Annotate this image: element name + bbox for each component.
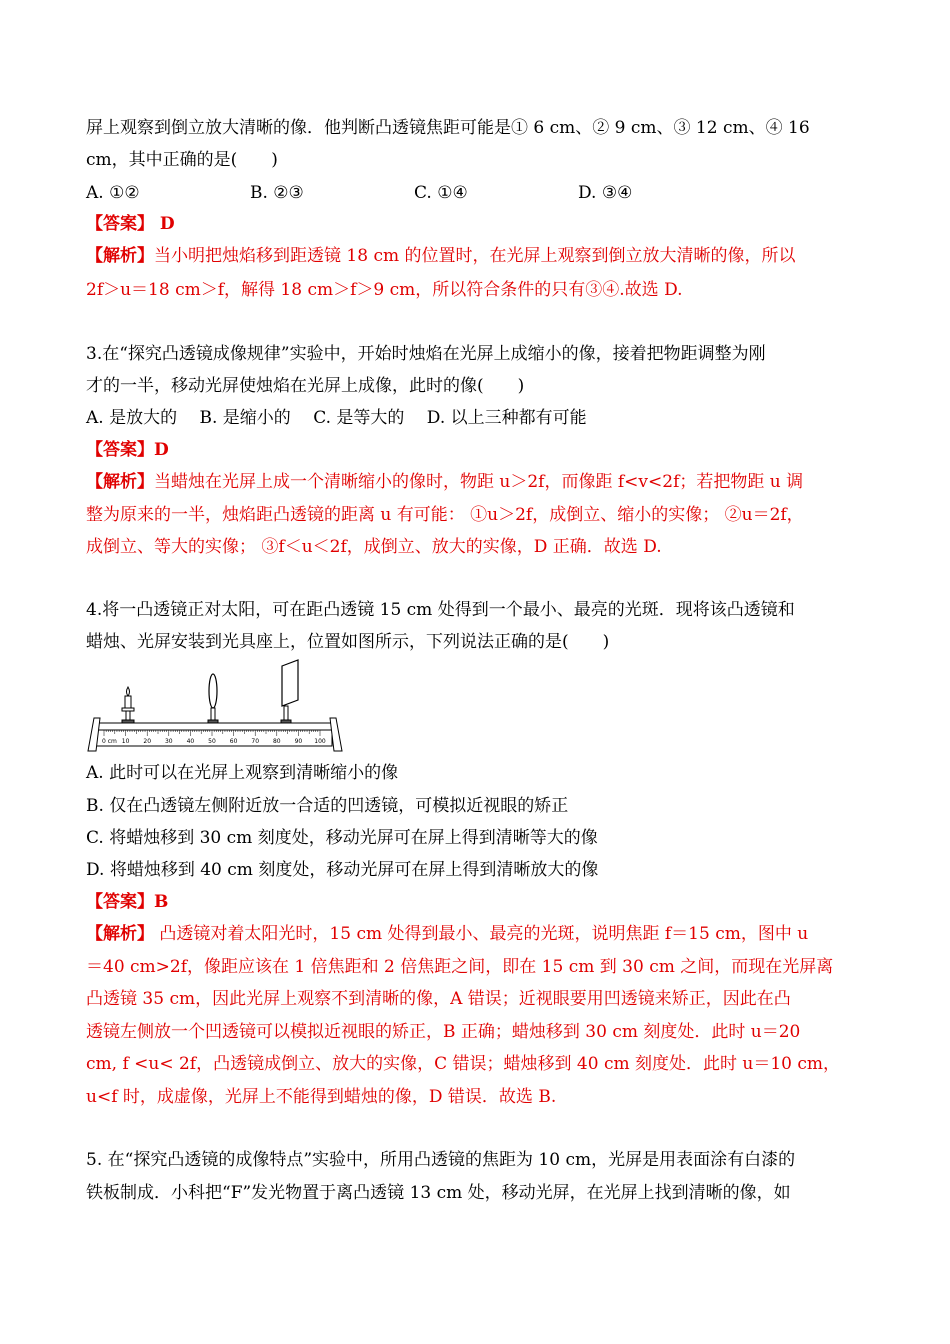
- ruler-label: 80: [272, 738, 281, 745]
- answer-tag: 【答案】: [86, 892, 154, 912]
- q2-option-d: D. ③④: [578, 183, 633, 203]
- ruler-label: 70: [251, 738, 260, 745]
- analysis-text: 凸透镜对着太阳光时，15 cm 处得到最小、最亮的光斑，说明焦距 f＝15 cm，图中 u: [154, 924, 809, 944]
- analysis-text: 当蜡烛在光屏上成一个清晰缩小的像时，物距 u＞2f，而像距 f<v<2f；若把物距 u 调: [154, 472, 804, 492]
- ruler-label: 50: [208, 738, 216, 745]
- q4-analysis-line-4: 透镜左侧放一个凹透镜可以模拟近视眼的矫正，B 正确；蜡烛移到 30 cm 刻度处．此时 u＝20: [86, 1022, 801, 1042]
- q3-analysis-line-2: 整为原来的一半，烛焰距凸透镜的距离 u 有可能： ①u＞2f，成倒立、缩小的实像； ②u＝2f，: [86, 505, 804, 525]
- q4-answer: [86, 890, 168, 914]
- q5-stem-line-1: 5. 在“探究凸透镜的成像特点”实验中，所用凸透镜的焦距为 10 cm，光屏是用表面涂有白漆的: [86, 1150, 796, 1170]
- convex-lens-icon: [208, 674, 218, 723]
- q4-option-a: A. 此时可以在光屏上观察到清晰缩小的像: [86, 763, 399, 783]
- q2-analysis-line-1: [86, 244, 795, 268]
- analysis-tag: 【解析】: [86, 246, 154, 266]
- analysis-tag: 【解析】: [86, 924, 154, 944]
- ruler-label: 40: [186, 738, 195, 745]
- ruler-label: 60: [229, 738, 238, 745]
- q3-analysis-line-1: [86, 470, 803, 494]
- answer-tag: 【答案】: [86, 440, 154, 460]
- q4-analysis-line-1: [86, 922, 808, 946]
- optical-bench-figure: [84, 656, 346, 756]
- answer-value: D: [154, 214, 175, 234]
- ruler-label: 90: [294, 738, 303, 745]
- ruler-label: 0 cm: [102, 738, 117, 745]
- q3-answer: [86, 438, 169, 462]
- analysis-text: 当小明把烛焰移到距透镜 18 cm 的位置时，在光屏上观察到倒立放大清晰的像，所以: [154, 246, 796, 266]
- q2-option-b: B. ②③: [250, 183, 304, 203]
- q5-stem-line-2: 铁板制成．小科把“F”发光物置于离凸透镜 13 cm 处，移动光屏，在光屏上找到清晰的像，如: [86, 1183, 791, 1203]
- q4-option-d: D. 将蜡烛移到 40 cm 刻度处，移动光屏可在屏上得到清晰放大的像: [86, 860, 599, 880]
- q2-stem-line-1: 屏上观察到倒立放大清晰的像．他判断凸透镜焦距可能是① 6 cm、② 9 cm、③ 12 cm、④ 16: [86, 118, 810, 138]
- ruler-label: 20: [143, 738, 152, 745]
- ruler-label: 30: [164, 738, 173, 745]
- optical-bench-rail: [88, 718, 342, 751]
- q2-analysis-line-2: 2f＞u＝18 cm＞f，解得 18 cm＞f＞9 cm，所以符合条件的只有③④.故选 D.: [86, 280, 683, 300]
- q4-option-b: B. 仅在凸透镜左侧附近放一合适的凹透镜，可模拟近视眼的矫正: [86, 796, 569, 816]
- q4-analysis-line-6: u<f 时，成虚像，光屏上不能得到蜡烛的像，D 错误．故选 B.: [86, 1087, 557, 1107]
- candle-icon: [122, 687, 134, 723]
- ruler-label: 100: [314, 738, 326, 745]
- q3-stem-line-1: 3.在“探究凸透镜成像规律”实验中，开始时烛焰在光屏上成缩小的像，接着把物距调整为刚: [86, 344, 766, 364]
- q4-analysis-line-5: cm, f <u< 2f，凸透镜成倒立、放大的实像，C 错误；蜡烛移到 40 cm 刻度处．此时 u＝10 cm，: [86, 1054, 841, 1074]
- q3-options: A. 是放大的 B. 是缩小的 C. 是等大的 D. 以上三种都有可能: [86, 408, 587, 428]
- q4-stem-line-2: 蜡烛、光屏安装到光具座上，位置如图所示，下列说法正确的是( ): [86, 632, 610, 652]
- q2-option-c: C. ①④: [414, 183, 468, 203]
- q3-analysis-line-3: 成倒立、等大的实像； ③f＜u＜2f，成倒立、放大的实像，D 正确．故选 D.: [86, 537, 662, 557]
- q3-stem-line-2: 才的一半，移动光屏使烛焰在光屏上成像，此时的像( ): [86, 376, 525, 396]
- q4-option-c: C. 将蜡烛移到 30 cm 刻度处，移动光屏可在屏上得到清晰等大的像: [86, 828, 598, 848]
- answer-value: D: [154, 440, 169, 460]
- light-screen-icon: [281, 660, 298, 723]
- q2-stem-line-2: cm，其中正确的是( ): [86, 150, 278, 170]
- q4-analysis-line-3: 凸透镜 35 cm，因此光屏上观察不到清晰的像，A 错误；近视眼要用凹透镜来矫正，因此在凸: [86, 989, 791, 1009]
- ruler-label: 10: [121, 738, 130, 745]
- q2-option-a: A. ①②: [86, 183, 140, 203]
- q4-analysis-line-2: ＝40 cm>2f，像距应该在 1 倍焦距和 2 倍焦距之间，即在 15 cm 到 30 cm 之间，而现在光屏离: [86, 957, 834, 977]
- analysis-tag: 【解析】: [86, 472, 154, 492]
- q4-stem-line-1: 4.将一凸透镜正对太阳，可在距凸透镜 15 cm 处得到一个最小、最亮的光斑．现将该凸透镜和: [86, 600, 795, 620]
- q2-answer: [86, 212, 175, 236]
- answer-value: B: [154, 892, 169, 912]
- answer-tag: 【答案】: [86, 214, 154, 234]
